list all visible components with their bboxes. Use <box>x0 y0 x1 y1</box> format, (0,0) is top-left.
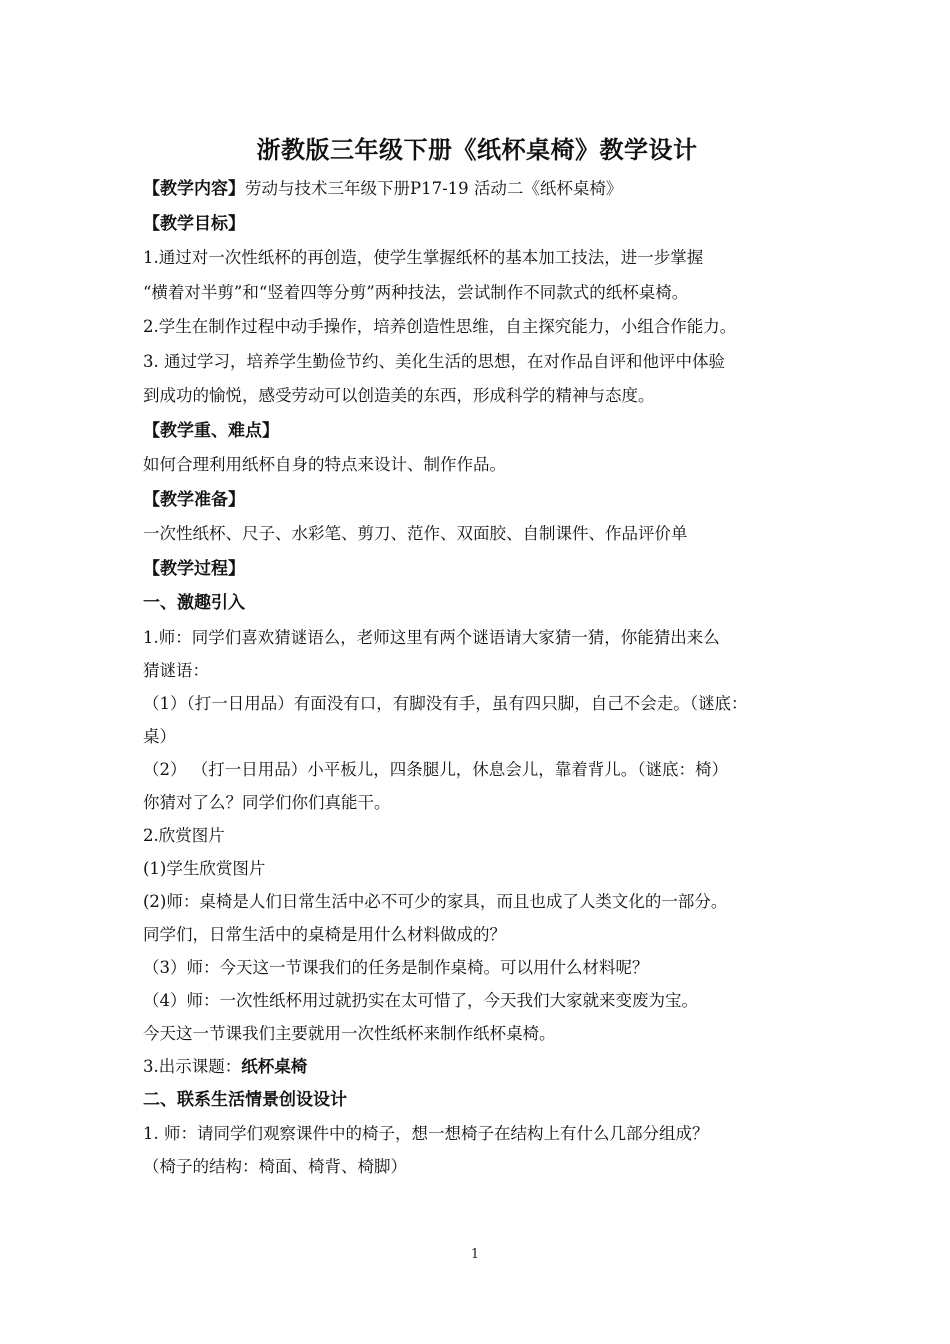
process-line: （4）师：一次性纸杯用过就扔实在太可惜了，今天我们大家就来变废为宝。 <box>143 990 698 1010</box>
keypoints-label: 【教学重、难点】 <box>143 420 279 441</box>
preparation-label: 【教学准备】 <box>143 489 245 510</box>
process-line: （2） （打一日用品）小平板儿，四条腿儿，休息会儿，靠着背儿。（谜底：椅） <box>143 759 728 779</box>
objectives-label: 【教学目标】 <box>143 213 245 234</box>
topic-prefix: 3.出示课题： <box>143 1056 242 1076</box>
content-label: 【教学内容】 <box>143 179 245 199</box>
objective-line: 2.学生在制作过程中动手操作，培养创造性思维，自主探究能力，小组合作能力。 <box>143 317 737 336</box>
objective-line: 3. 通过学习，培养学生勤俭节约、美化生活的思想，在对作品自评和他评中体验 <box>143 351 725 371</box>
process-line: (2)师：桌椅是人们日常生活中必不可少的家具，而且也成了人类文化的一部分。 <box>143 891 728 911</box>
process-line: 1. 师：请同学们观察课件中的椅子，想一想椅子在结构上有什么几部分组成？ <box>143 1124 709 1143</box>
process-line: 桌） <box>143 726 176 746</box>
section-heading-1: 一、激趣引入 <box>143 593 245 613</box>
objective-line: 1.通过对一次性纸杯的再创造，使学生掌握纸杯的基本加工技法，进一步掌握 <box>143 248 704 267</box>
objective-line: “横着对半剪”和“竖着四等分剪”两种技法，尝试制作不同款式的纸杯桌椅。 <box>143 282 689 302</box>
process-line: 猜谜语： <box>143 660 209 680</box>
process-line: （3）师：今天这一节课我们的任务是制作桌椅。可以用什么材料呢？ <box>143 957 649 977</box>
process-line: 你猜对了么？同学们你们真能干。 <box>143 792 391 812</box>
topic-row <box>143 1050 811 1083</box>
process-line: 今天这一节课我们主要就用一次性纸杯来制作纸杯桌椅。 <box>143 1023 556 1043</box>
objective-line: 到成功的愉悦，感受劳动可以创造美的东西，形成科学的精神与态度。 <box>143 386 655 405</box>
section-heading-2: 二、联系生活情景创设设计 <box>143 1089 347 1110</box>
document-body <box>143 128 811 1183</box>
process-line: 同学们，日常生活中的桌椅是用什么材料做成的？ <box>143 924 506 944</box>
preparation-text: 一次性纸杯、尺子、水彩笔、剪刀、范作、双面胶、自制课件、作品评价单 <box>143 524 688 543</box>
topic-title: 纸杯桌椅 <box>241 1056 308 1076</box>
content-text: 劳动与技术三年级下册P17-19 活动二《纸杯桌椅》 <box>245 179 623 198</box>
process-label: 【教学过程】 <box>143 558 245 579</box>
process-line: 1.师：同学们喜欢猜谜语么，老师这里有两个谜语请大家猜一猜，你能猜出来么 <box>143 627 720 647</box>
process-line: 2.欣赏图片 <box>143 825 225 845</box>
process-line: （1）（打一日用品）有面没有口，有脚没有手，虽有四只脚，自己不会走。（谜底： <box>143 693 748 713</box>
page-number: 1 <box>470 1247 480 1262</box>
content-row <box>143 172 811 207</box>
process-line: (1)学生欣赏图片 <box>143 858 266 878</box>
keypoints-text: 如何合理利用纸杯自身的特点来设计、制作作品。 <box>143 455 506 474</box>
process-line: （椅子的结构：椅面、椅背、椅脚） <box>143 1157 407 1176</box>
document-title: 浙教版三年级下册《纸杯桌椅》教学设计 <box>256 136 698 164</box>
